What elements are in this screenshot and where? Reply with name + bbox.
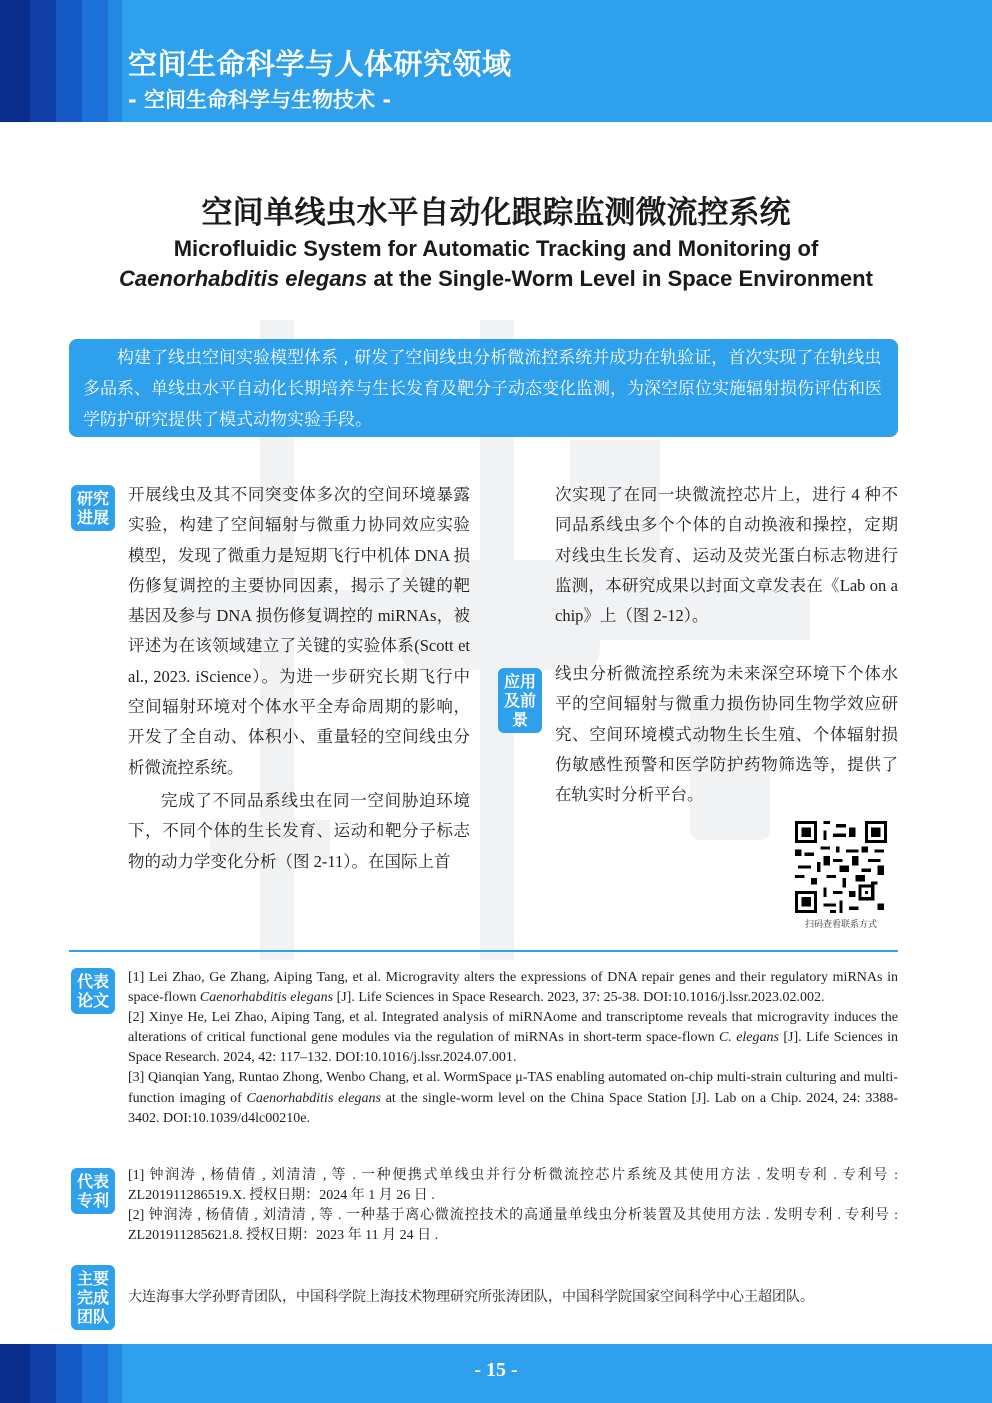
patent-item: [1] 钟润涛 , 杨倩倩 , 刘清清 , 等 . 一种便携式单线虫并行分析微流控芯片系统及其使用方法 . 发明专利 . 专利号 : ZL201911286519.X. 授权日期：2024 年 1 月 26 日 .	[128, 1168, 898, 1204]
patents-tag: 代表专利	[71, 1168, 115, 1214]
paper-ref: [2] Xinye He, Lei Zhao, Aiping Tang, et al. Integrated analysis of miRNAome and transcriptome reveals that microgravity induces the alterations of critical functional gene modules via the regulation of miRNAs in short-term space-flown C. elegans [J]. Life Sciences in Space Research. 2024, 42: 117–132. DOI:10.1016/j.lssr.2024.07.001.	[128, 1010, 898, 1066]
research-progress-tag: 研究进展	[71, 485, 115, 531]
section-subtitle: - 空间生命科学与生物技术 -	[128, 88, 392, 112]
application-tag: 应用及前景	[498, 668, 542, 733]
section-title: 空间生命科学与人体研究领域	[128, 47, 512, 81]
papers-tag: 代表论文	[71, 968, 115, 1014]
header-stripe	[82, 0, 108, 122]
progress-paragraph-1: 开展线虫及其不同突变体多次的空间环境暴露实验，构建了空间辐射与微重力协同效应实验模型，发现了微重力是短期飞行中机体 DNA 损伤修复调控的主要协同因素，揭示了关键的靶基因及参与 DNA 损伤修复调控的 miRNAs，被评述为在该领域建立了关键的实验体系(Scott et al., 2023. iScience）。为进一步研究长期飞行中空间辐射环境对个体水平全寿命周期的影响，开发了全自动、体积小、重量轻的空间线虫分析微流控系统。	[128, 485, 470, 777]
qr-caption: 扫码查看联系方式	[804, 920, 877, 930]
team-tag: 主要完成团队	[71, 1265, 115, 1330]
application-text: 线虫分析微流控系统为未来深空环境下个体水平的空间辐射与微重力损伤协同生物学效应研究、空间环境模式动物生长生殖、个体辐射损伤敏感性预警和医学防护药物筛选等，提供了在轨实时分析平台。	[555, 664, 898, 805]
page-number: - 15 -	[474, 1359, 518, 1381]
species-name: Caenorhabditis elegans	[119, 266, 368, 291]
article-title-cn: 空间单线虫水平自动化跟踪监测微流控系统	[201, 195, 791, 231]
title-en-rest: at the Single-Worm Level in Space Environment	[367, 266, 873, 291]
header-stripe	[56, 0, 82, 122]
header-stripe	[0, 0, 30, 122]
paper-ref: [3] Qianqian Yang, Runtao Zhong, Wenbo Chang, et al. WormSpace μ-TAS enabling automated on-chip multi-strain culturing and multi-function imaging of Caenorhabditis elegans at the single-worm level on the China Space Station [J]. Lab on a Chip. 2024, 24: 3388-3402. DOI:10.1039/d4lc00210e.	[128, 1070, 898, 1126]
team-text: 大连海事大学孙野青团队，中国科学院上海技术物理研究所张涛团队，中国科学院国家空间科学中心王超团队。	[128, 1290, 814, 1305]
patents-list	[128, 1166, 898, 1246]
paper-ref: [1] Lei Zhao, Ge Zhang, Aiping Tang, et al. Microgravity alters the expressions of DNA repair genes and their regulatory miRNAs in space-flown Caenorhabditis elegans [J]. Life Sciences in Space Research. 2023, 37: 25-38. DOI:10.1016/j.lssr.2023.02.002.	[128, 970, 898, 1006]
abstract-box: 构建了线虫空间实验模型体系 , 研发了空间线虫分析微流控系统并成功在轨验证，首次实现了在轨线虫多品系、单线虫水平自动化长期培养与生长发育及靶分子动态变化监测，为深空原位实施辐射损伤评估和医学防护研究提供了模式动物实验手段。	[69, 339, 898, 437]
progress-column-right: 次实现了在同一块微流控芯片上，进行 4 种不同品系线虫多个个体的自动换液和操控，定期对线虫生长发育、运动及荧光蛋白标志物进行监测，本研究成果以封面文章发表在《Lab on a chip》上（图 2-12）。	[555, 485, 898, 626]
section-divider	[69, 950, 898, 952]
progress-column-left	[128, 480, 470, 877]
qr-code[interactable]	[795, 821, 887, 913]
article-title-en-line1: Microfluidic System for Automatic Tracking and Monitoring of	[173, 236, 819, 261]
article-title-en-line2	[0, 266, 992, 292]
progress-paragraph-2: 完成了不同品系线虫在同一空间胁迫环境下，不同个体的生长发育、运动和靶分子标志物的动力学变化分析（图 2-11）。在国际上首	[128, 790, 470, 871]
header-stripe	[30, 0, 56, 122]
header-stripe	[108, 0, 122, 122]
patent-item: [2] 钟润涛 , 杨倩倩 , 刘清清 , 等 . 一种基于离心微流控技术的高通量单线虫分析装置及其使用方法 . 发明专利 . 专利号 : ZL201911285621.8. 授权日期：2023 年 11 月 24 日 .	[128, 1208, 898, 1244]
papers-list	[128, 968, 898, 1129]
